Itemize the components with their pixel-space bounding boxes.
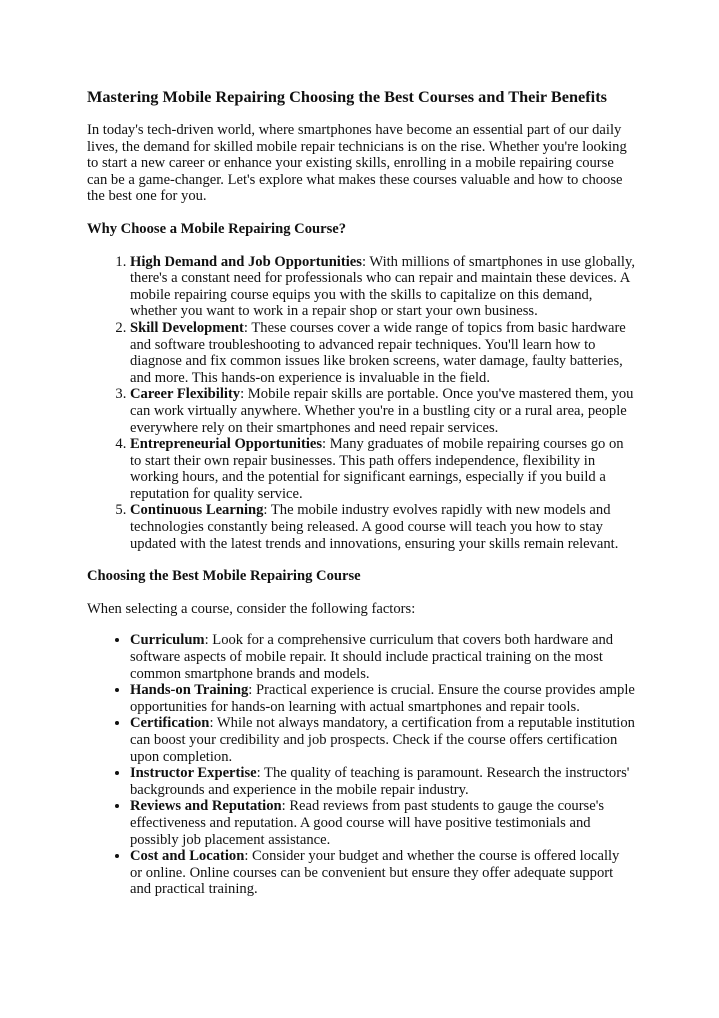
list-item: [130, 436, 635, 502]
list-item: [130, 632, 635, 682]
list-item-term: Certification: [130, 715, 210, 732]
choosing-lead-paragraph: When selecting a course, consider the following factors:: [87, 600, 416, 617]
list-item-text: : Mobile repair skills are portable. Once you've mastered them, you can work virtually anywhere. Whether you're in a bustling city or a rural area, people everywhere rely on their smartphones and need repair services.: [130, 386, 634, 436]
list-item-text: : Look for a comprehensive curriculum that covers both hardware and software aspects of mobile repair. It should include practical training on the most common smartphone brands and models.: [130, 632, 614, 682]
list-item-term: Reviews and Reputation: [130, 798, 282, 815]
list-item-text: : With millions of smartphones in use globally, there's a constant need for professionals who can repair and maintain these devices. A mobile repairing course equips you with the skills to capitalize on this demand, whether you want to work in a repair shop or start your own business.: [130, 253, 635, 320]
list-item-term: Instructor Expertise: [130, 765, 257, 782]
list-item: [130, 682, 635, 715]
list-item: [130, 848, 635, 898]
list-item-term: Skill Development: [130, 319, 244, 336]
list-item-text: : Many graduates of mobile repairing courses go on to start their own repair businesses. This path offers independence, flexibility in working hours, and the potential for significant earnings, especially if you build a reputation for quality service.: [130, 436, 624, 502]
reasons-list: [87, 254, 635, 553]
list-item-text: : These courses cover a wide range of topics from basic hardware and software troubleshooting to advanced repair techniques. You'll learn how to diagnose and fix common issues like broken screens, water damage, faulty batteries, and more. This hands-on experience is invaluable in the field.: [130, 319, 626, 386]
list-item-term: Curriculum: [130, 632, 205, 649]
list-item: [130, 254, 635, 320]
list-item: [130, 502, 635, 552]
factors-list: [87, 632, 635, 898]
list-item: [130, 386, 635, 436]
list-item-term: High Demand and Job Opportunities: [130, 253, 362, 270]
list-item-term: Cost and Location: [130, 848, 245, 865]
why-section-heading: Why Choose a Mobile Repairing Course?: [87, 220, 347, 237]
list-item-term: Continuous Learning: [130, 502, 264, 519]
list-item-text: : Practical experience is crucial. Ensure the course provides ample opportunities for hands-on learning with actual smartphones and repair tools.: [130, 682, 635, 715]
list-item-text: : Read reviews from past students to gauge the course's effectiveness and reputation. A good course will have positive testimonials and possibly job placement assistance.: [130, 798, 605, 848]
list-item-text: : The mobile industry evolves rapidly with new models and technologies constantly being released. A good course will teach you how to stay updated with the latest trends and innovations, ensuring your skills remain relevant.: [130, 502, 619, 552]
list-item-term: Hands-on Training: [130, 682, 249, 699]
list-item-text: : Consider your budget and whether the course is offered locally or online. Online courses can be convenient but ensure they offer adequate support and practical training.: [130, 848, 620, 898]
list-item: [130, 715, 635, 765]
list-item: [130, 320, 635, 386]
list-item-text: : The quality of teaching is paramount. Research the instructors' backgrounds and experience in the mobile repair industry.: [130, 765, 630, 798]
document-page: [87, 87, 635, 914]
list-item-term: Entrepreneurial Opportunities: [130, 436, 323, 453]
list-item-term: Career Flexibility: [130, 386, 241, 403]
list-item-text: : While not always mandatory, a certification from a reputable institution can boost your credibility and job prospects. Check if the course offers certification upon completion.: [130, 715, 635, 765]
document-title: Mastering Mobile Repairing Choosing the Best Courses and Their Benefits: [87, 87, 607, 106]
list-item: [130, 798, 635, 848]
list-item: [130, 765, 635, 798]
intro-paragraph: In today's tech-driven world, where smartphones have become an essential part of our daily lives, the demand for skilled mobile repair technicians is on the rise. Whether you're looking to start a new career or enhance your existing skills, enrolling in a mobile repairing course can be a game-changer. Let's explore what makes these courses valuable and how to choose the best one for you.: [87, 122, 627, 205]
choosing-section-heading: Choosing the Best Mobile Repairing Course: [87, 568, 361, 585]
